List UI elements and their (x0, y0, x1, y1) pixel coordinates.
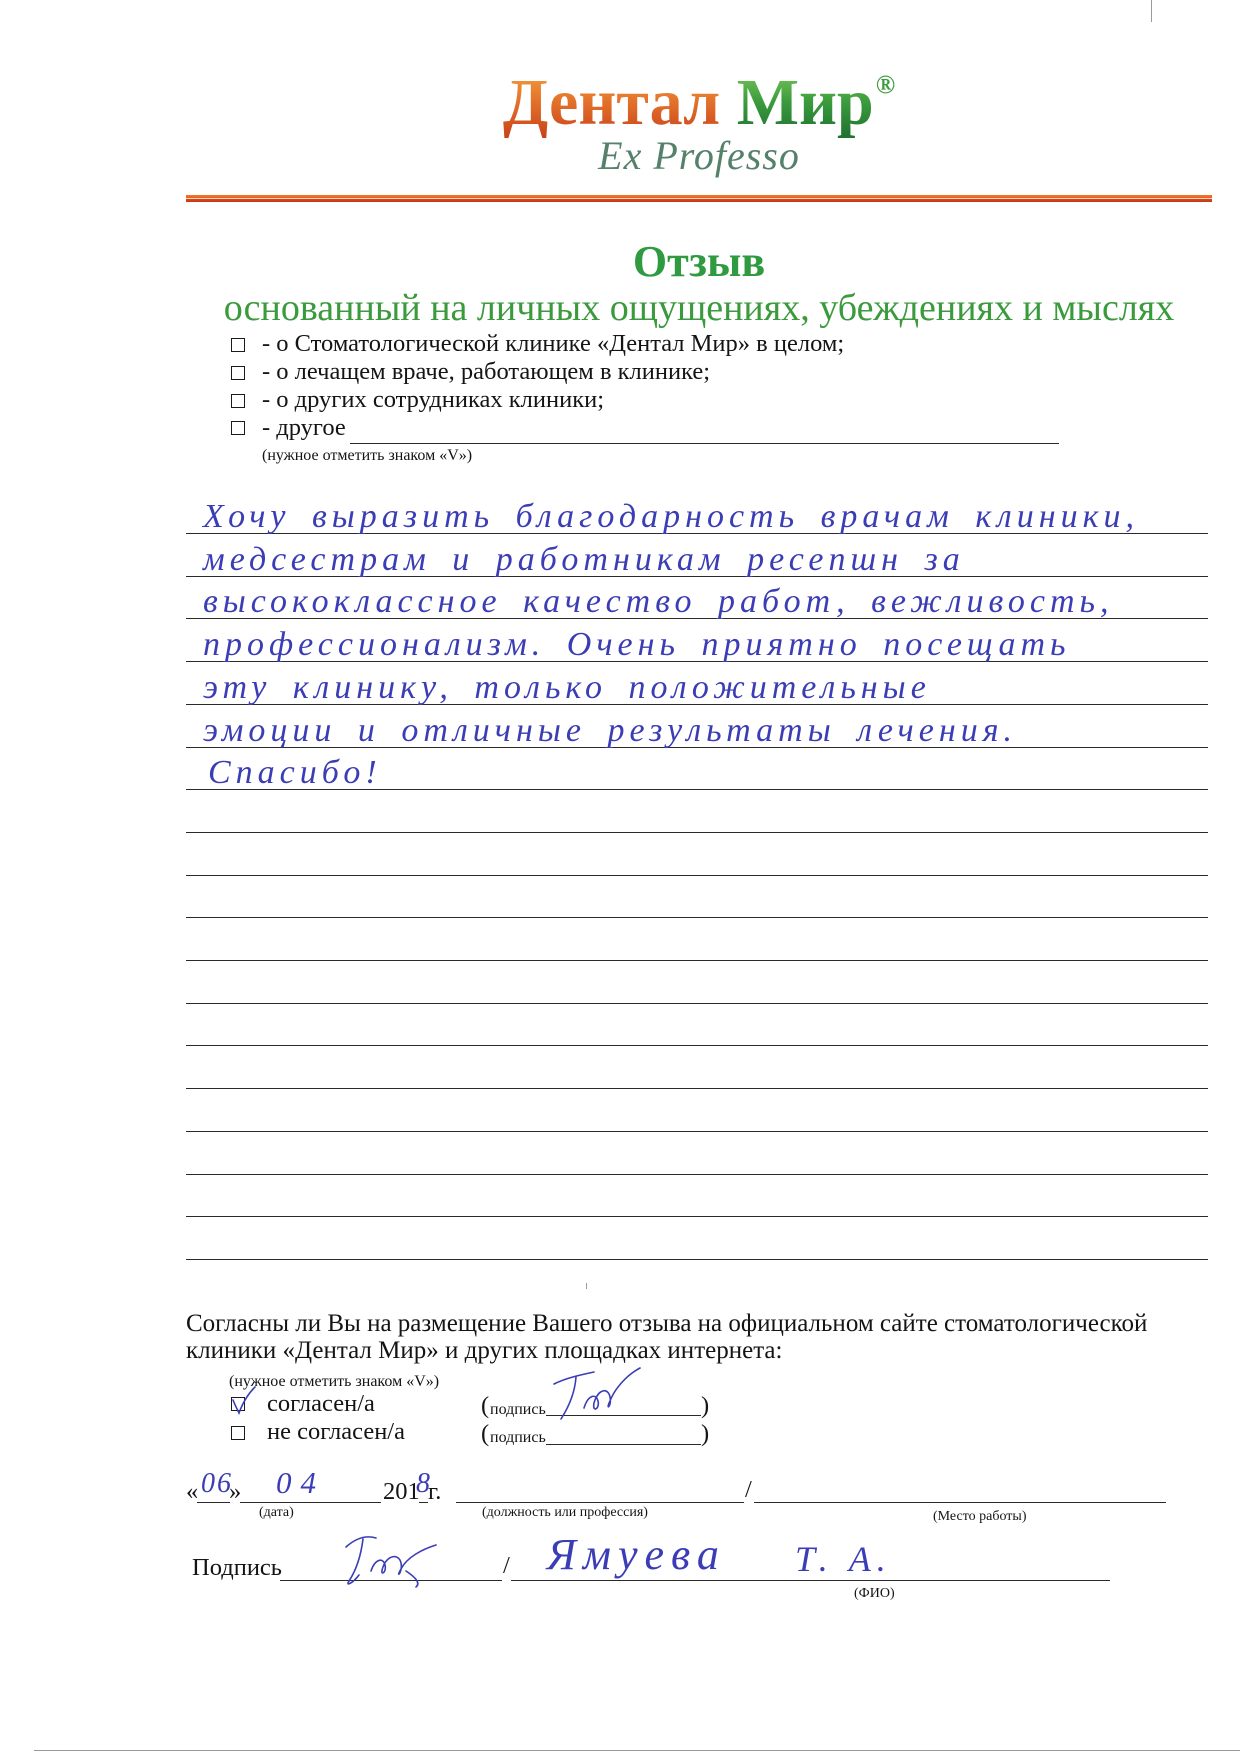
date-year-suffix: г. (428, 1478, 442, 1505)
agree-signature-close-paren: ) (701, 1392, 710, 1419)
topic-checkbox-staff[interactable] (231, 394, 245, 408)
signature-scribble (336, 1530, 446, 1590)
ruled-line (186, 1045, 1208, 1046)
date-caption: (дата) (259, 1505, 294, 1520)
date-quote-open: « (186, 1478, 199, 1505)
ruled-line (186, 1088, 1208, 1089)
ruled-line (186, 832, 1208, 833)
ruled-line (186, 1003, 1208, 1004)
topic-checkbox-doctor[interactable] (231, 366, 245, 380)
disagree-signature-line (546, 1444, 701, 1445)
header-divider (186, 195, 1212, 202)
scan-edge-mark (1151, 0, 1152, 22)
agree-signature-caption: подпись (490, 1401, 546, 1418)
disagree-label: не согласен/а (267, 1418, 405, 1445)
review-handwritten-line: высококлассное качество работ, вежливость, (203, 583, 1114, 620)
form-title: Отзыв (632, 237, 766, 286)
ruled-line (186, 1216, 1208, 1217)
date-day-line (197, 1502, 230, 1503)
date-month-handwritten: 04 (276, 1465, 325, 1500)
date-quote-close: » (229, 1478, 242, 1505)
position-line (456, 1502, 744, 1503)
full-name-initials-handwritten: Т. А. (795, 1539, 892, 1579)
full-name-line (511, 1580, 1110, 1581)
topic-label-doctor: - о лечащем враче, работающем в клинике; (262, 358, 711, 385)
ruled-line (186, 917, 1208, 918)
logo-tagline: Ex Professo (598, 133, 800, 178)
agree-signature-scribble (548, 1364, 648, 1424)
agree-label: согласен/а (267, 1390, 375, 1417)
topic-checkbox-clinic[interactable] (231, 338, 245, 352)
review-handwritten-line: медсестрам и работникам ресепшн за (203, 541, 965, 578)
review-handwritten-line: эмоции и отличные результаты лечения. (203, 712, 1018, 749)
review-handwritten-line: Хочу выразить благодарность врачам клиники, (203, 498, 1139, 535)
topic-label-staff: - о других сотрудниках клиники; (262, 386, 605, 413)
registered-mark: ® (875, 70, 896, 99)
ruled-line (186, 1174, 1208, 1175)
signature-row-separator: / (503, 1552, 510, 1579)
date-day-handwritten: 06 (201, 1468, 233, 1499)
date-month-line (240, 1502, 381, 1503)
agree-signature-open-paren: ( (481, 1392, 490, 1419)
consent-question-line1: Согласны ли Вы на размещение Вашего отзыва на официальном сайте стоматологической (186, 1310, 1148, 1337)
ruled-line (186, 960, 1208, 961)
workplace-line (754, 1502, 1166, 1503)
ruled-line (186, 1259, 1208, 1260)
form-subtitle: основанный на личных ощущениях, убеждениях и мыслях (223, 287, 1175, 329)
workplace-caption: (Место работы) (933, 1509, 1027, 1524)
date-year-printed: 201 (383, 1478, 420, 1505)
consent-hint: (нужное отметить знаком «V») (229, 1373, 440, 1390)
full-name-surname-handwritten: Ямуева (547, 1530, 726, 1579)
clinic-logo (186, 66, 1212, 139)
full-name-caption: (ФИО) (854, 1586, 895, 1601)
topic-other-fill-line (350, 443, 1059, 444)
consent-question-line2: клиники «Дентал Мир» и других площадках интернета: (186, 1337, 783, 1364)
position-caption: (должность или профессия) (482, 1505, 648, 1520)
topic-checkbox-other[interactable] (231, 421, 245, 435)
logo-word-mir: Мир (736, 66, 874, 139)
topic-label-clinic: - о Стоматологической клинике «Дентал Мир» в целом; (262, 330, 845, 357)
logo-word-dental: Дентал (502, 66, 721, 139)
handwritten-check-icon (228, 1384, 258, 1416)
review-handwritten-line: Спасибо! (208, 754, 382, 791)
scan-speck (586, 1283, 587, 1289)
review-handwritten-line: эту клинику, только положительные (203, 669, 931, 706)
date-year-line (419, 1502, 428, 1503)
disagree-signature-close-paren: ) (701, 1420, 710, 1447)
disagree-signature-caption: подпись (490, 1429, 546, 1446)
ruled-line (186, 875, 1208, 876)
disagree-signature-open-paren: ( (481, 1420, 490, 1447)
date-year-handwritten: 8 (416, 1468, 430, 1499)
topic-hint: (нужное отметить знаком «V») (262, 447, 473, 464)
scan-bottom-edge (34, 1750, 1240, 1751)
ruled-line (186, 1131, 1208, 1132)
date-row-separator: / (745, 1476, 752, 1503)
disagree-checkbox[interactable] (231, 1426, 245, 1440)
review-handwritten-line: профессионализм. Очень приятно посещать (203, 626, 1071, 663)
signature-label: Подпись (192, 1554, 282, 1581)
topic-label-other: - другое (262, 414, 346, 441)
